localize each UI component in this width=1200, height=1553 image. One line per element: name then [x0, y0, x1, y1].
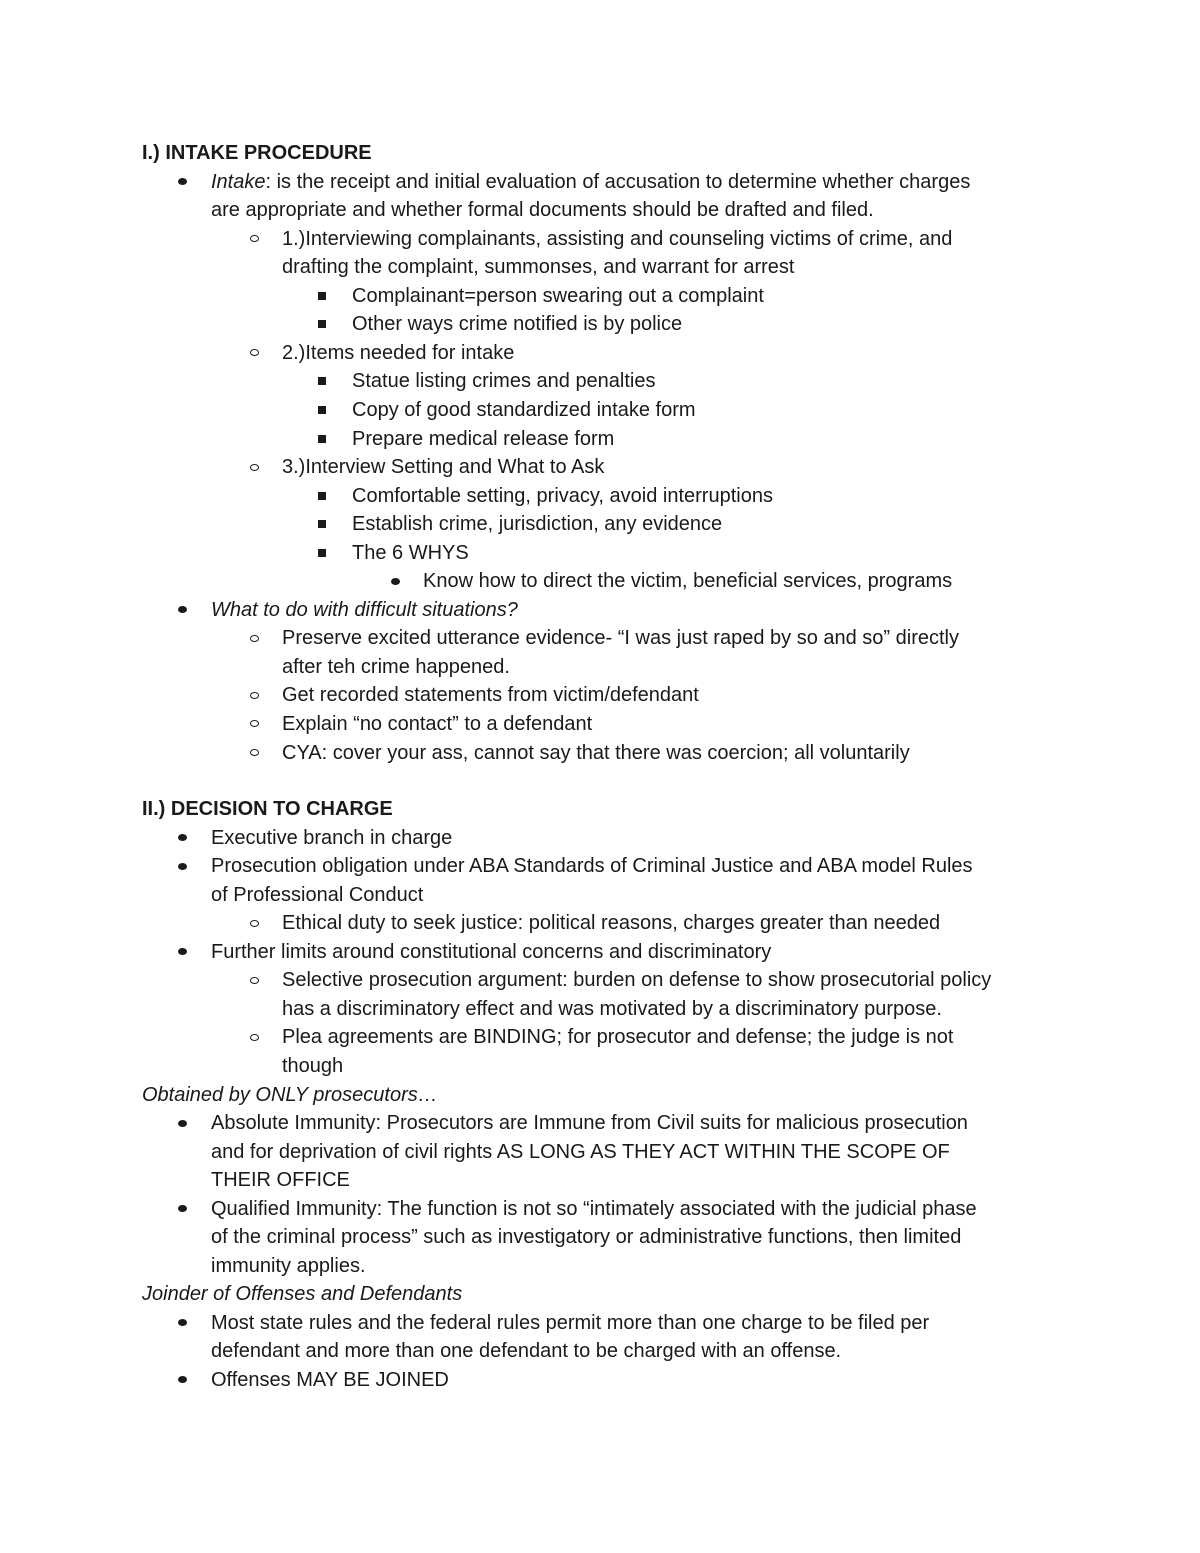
list-item [282, 681, 699, 709]
italic-text: Obtained by ONLY prosecutors… [142, 1083, 438, 1106]
text: after teh crime happened. [282, 655, 510, 678]
text: defendant and more than one defendant to be charged with an offense. [211, 1340, 842, 1363]
text: Complainant=person swearing out a complaint [352, 284, 764, 307]
list-item [211, 1366, 449, 1394]
text: Comfortable setting, privacy, avoid interruptions [352, 484, 773, 507]
list-item [352, 482, 773, 510]
list-item [211, 824, 452, 852]
text: Ethical duty to seek justice: political reasons, charges greater than needed [282, 912, 941, 935]
list-item-continuation [282, 653, 510, 681]
bullet-disc-icon [178, 606, 187, 613]
list-item [352, 425, 614, 453]
text: Statue listing crimes and penalties [352, 370, 656, 393]
list-item [352, 510, 722, 538]
text: immunity applies. [211, 1254, 366, 1277]
list-item-continuation [211, 1252, 366, 1280]
list-item [211, 1195, 977, 1223]
bullet-circle-icon [250, 635, 259, 642]
list-item [282, 909, 940, 937]
list-item-continuation [282, 995, 942, 1023]
text: are appropriate and whether formal documents should be drafted and filed. [211, 199, 874, 222]
bullet-disc-icon [178, 863, 187, 870]
list-item-continuation [211, 1223, 961, 1251]
text: Get recorded statements from victim/defendant [282, 684, 699, 707]
text: Most state rules and the federal rules permit more than one charge to be filed per [211, 1311, 930, 1334]
bullet-disc-icon [178, 1319, 187, 1326]
text: of the criminal process” such as investigatory or administrative functions, then limited [211, 1226, 962, 1249]
bullet-disc-icon [178, 834, 187, 841]
text: Know how to direct the victim, beneficial services, programs [423, 570, 953, 593]
italic-text: Joinder of Offenses and Defendants [142, 1283, 463, 1306]
bullet-square-icon [318, 520, 326, 528]
text: THEIR OFFICE [211, 1169, 350, 1192]
bullet-circle-icon [250, 464, 259, 471]
text: of Professional Conduct [211, 883, 424, 906]
text: The 6 WHYS [352, 541, 469, 564]
text: Copy of good standardized intake form [352, 398, 696, 421]
bullet-circle-icon [250, 977, 259, 984]
list-item [352, 367, 656, 395]
text: Establish crime, jurisdiction, any evidence [352, 513, 723, 536]
bullet-circle-icon [250, 692, 259, 699]
text: Absolute Immunity: Prosecutors are Immune from Civil suits for malicious prosecution [211, 1112, 968, 1135]
text: and for deprivation of civil rights AS LONG AS THEY ACT WITHIN THE SCOPE OF [211, 1140, 950, 1163]
bullet-disc-icon [391, 578, 400, 585]
bullet-square-icon [318, 377, 326, 385]
section-heading: I.) INTAKE PROCEDURE [142, 142, 372, 164]
list-item-continuation [211, 1138, 950, 1166]
bullet-square-icon [318, 435, 326, 443]
list-item [282, 966, 991, 994]
text: CYA: cover your ass, cannot say that there was coercion; all voluntarily [282, 741, 910, 764]
bullet-circle-icon [250, 749, 259, 756]
bullet-circle-icon [250, 720, 259, 727]
bullet-disc-icon [178, 178, 187, 185]
text: 2.)Items needed for intake [282, 341, 515, 364]
list-item-continuation [211, 196, 874, 224]
bullet-circle-icon [250, 1034, 259, 1041]
subheading-line [142, 1081, 438, 1109]
text: Qualified Immunity: The function is not so “intimately associated with the judicial phase [211, 1197, 977, 1220]
text: drafting the complaint, summonses, and warrant for arrest [282, 256, 795, 279]
text: Prosecution obligation under ABA Standards of Criminal Justice and ABA model Rules [211, 855, 973, 878]
list-item [282, 453, 604, 481]
text: : is the receipt and initial evaluation of accusation to determine whether charges [265, 170, 971, 193]
list-item [211, 168, 970, 196]
text: though [282, 1054, 344, 1077]
list-item-continuation [211, 1166, 350, 1194]
list-item [282, 1023, 953, 1051]
text: Further limits around constitutional concerns and discriminatory [211, 940, 772, 963]
bullet-circle-icon [250, 920, 259, 927]
bullet-disc-icon [178, 948, 187, 955]
bullet-disc-icon [178, 1120, 187, 1127]
italic-text: Intake [211, 170, 266, 193]
text: has a discriminatory effect and was motivated by a discriminatory purpose. [282, 997, 942, 1020]
list-item [282, 339, 514, 367]
text: Plea agreements are BINDING; for prosecutor and defense; the judge is not [282, 1026, 954, 1049]
bullet-circle-icon [250, 349, 259, 356]
italic-text: What to do with difficult situations? [211, 598, 518, 621]
list-item-continuation [211, 1337, 841, 1365]
bullet-disc-icon [178, 1376, 187, 1383]
bullet-disc-icon [178, 1205, 187, 1212]
list-item [352, 396, 696, 424]
text: Executive branch in charge [211, 826, 453, 849]
text: Prepare medical release form [352, 427, 615, 450]
list-item [352, 282, 764, 310]
bullet-square-icon [318, 492, 326, 500]
list-item [211, 1109, 968, 1137]
list-item-continuation [282, 253, 794, 281]
subheading-line [142, 1280, 462, 1308]
text: Other ways crime notified is by police [352, 313, 683, 336]
list-item [282, 710, 592, 738]
list-item [352, 539, 469, 567]
list-item [282, 225, 952, 253]
list-item [282, 739, 910, 767]
list-item [211, 596, 518, 624]
bullet-square-icon [318, 549, 326, 557]
list-item [282, 624, 959, 652]
list-item [211, 938, 771, 966]
text: 3.)Interview Setting and What to Ask [282, 456, 605, 479]
bullet-circle-icon [250, 235, 259, 242]
text: 1.)Interviewing complainants, assisting and counseling victims of crime, and [282, 227, 953, 250]
list-item-continuation [282, 1052, 343, 1080]
list-item [211, 852, 973, 880]
bullet-square-icon [318, 292, 326, 300]
text: Selective prosecution argument: burden on defense to show prosecutorial policy [282, 969, 992, 992]
list-item [352, 310, 682, 338]
list-item-continuation [211, 881, 423, 909]
text: Offenses MAY BE JOINED [211, 1369, 449, 1391]
bullet-square-icon [318, 320, 326, 328]
section-heading: II.) DECISION TO CHARGE [142, 798, 393, 820]
bullet-square-icon [318, 406, 326, 414]
text: Preserve excited utterance evidence- “I was just raped by so and so” directly [282, 627, 959, 650]
list-item [423, 567, 952, 595]
text: Explain “no contact” to a defendant [282, 713, 593, 735]
list-item [211, 1309, 929, 1337]
